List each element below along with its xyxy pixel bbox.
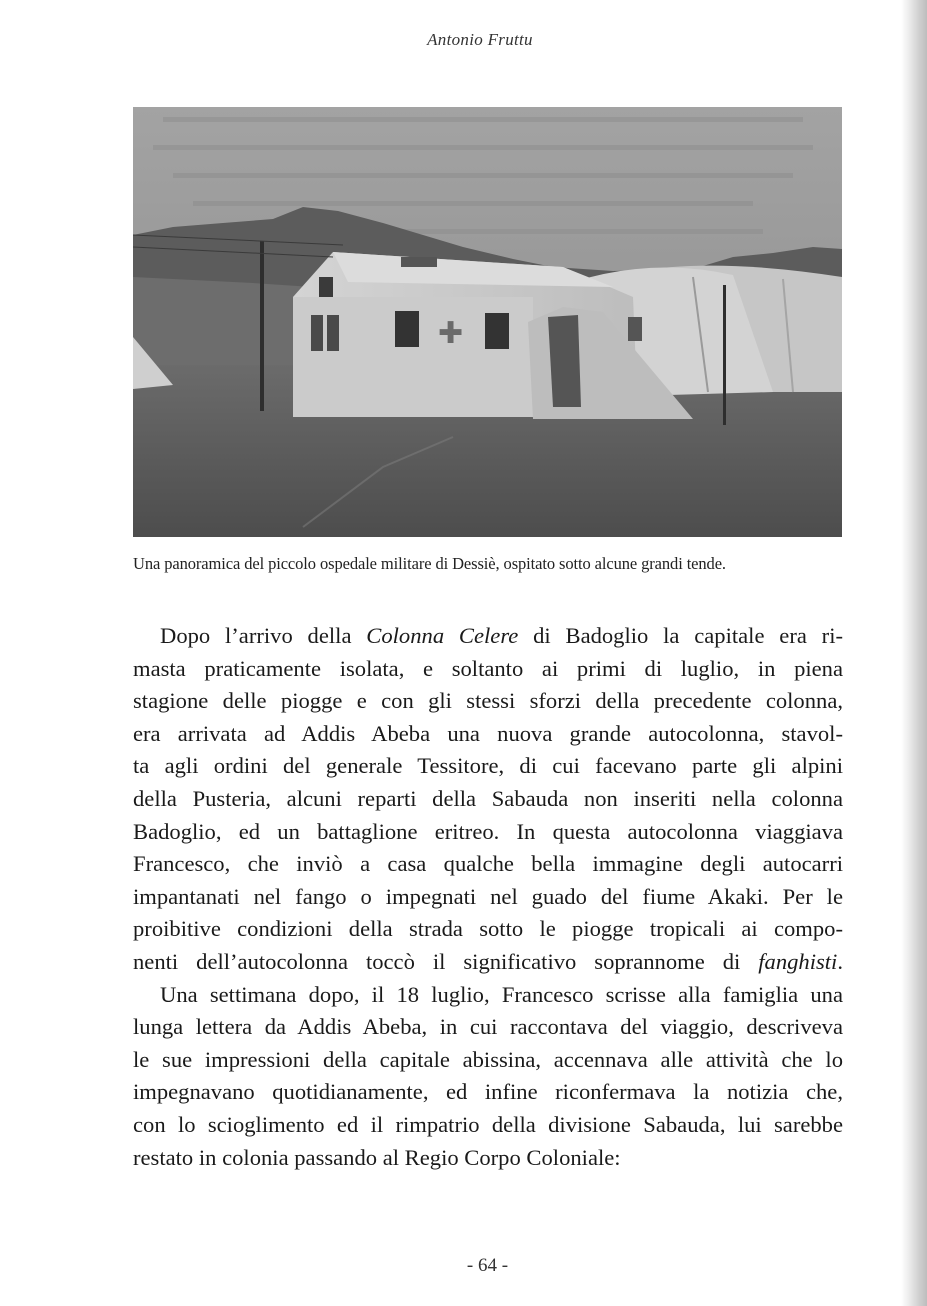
text-line: Dopo l’arrivo della Colonna Celere di Badoglio la capitale era ri-: [160, 623, 843, 648]
text-line: ta agli ordini del generale Tessitore, di cui facevano parte gli alpini: [133, 753, 843, 779]
text-line: impegnavano quotidianamente, ed infine riconfermava la notizia che,: [133, 1079, 843, 1105]
running-head-author: Antonio Fruttu: [427, 30, 533, 49]
text-line: della Pusteria, alcuni reparti della Sabauda non inseriti nella colonna: [133, 785, 843, 811]
page-number: - 64 -: [466, 1255, 509, 1276]
field-hospital-photo: [133, 107, 842, 537]
text-line: era arrivata ad Addis Abeba una nuova grande autocolonna, stavol-: [133, 720, 843, 746]
text-line: lunga lettera da Addis Abeba, in cui raccontava del viaggio, descriveva: [133, 1014, 843, 1040]
text-line: le sue impressioni della capitale abissina, accennava alle attività che lo: [133, 1046, 843, 1072]
text-line: con lo scioglimento ed il rimpatrio della divisione Sabauda, lui sarebbe: [133, 1111, 843, 1137]
text-line: Badoglio, ed un battaglione eritreo. In questa autocolonna viaggiava: [133, 818, 843, 844]
italic-term-fanghisti: fanghisti: [758, 948, 838, 974]
text-line: masta praticamente isolata, e soltanto ai primi di luglio, in piena: [133, 655, 843, 681]
text-line: stagione delle piogge e con gli stessi sforzi della precedente colonna,: [133, 688, 843, 714]
photo-illustration: [133, 107, 842, 537]
text-line: Francesco, che inviò a casa qualche bella immagine degli autocarri: [133, 851, 843, 877]
page-edge-shadow: [901, 0, 927, 1306]
text-line: Una settimana dopo, il 18 luglio, Francesco scrisse alla famiglia una: [160, 981, 843, 1007]
text-line: nenti dell’autocolonna toccò il significativo soprannome di fanghisti.: [133, 948, 843, 974]
red-cross-icon: ✚: [438, 317, 464, 350]
body-text: [133, 620, 843, 1174]
text-line: proibitive condizioni della strada sotto le piogge tropicali ai compo-: [133, 916, 843, 942]
text-line: impantanati nel fango o impegnati nel guado del fiume Akaki. Per le: [133, 883, 843, 909]
text-line: restato in colonia passando al Regio Corpo Coloniale:: [133, 1144, 621, 1170]
figure-caption: Una panoramica del piccolo ospedale militare di Dessiè, ospitato sotto alcune grandi tende.: [133, 554, 726, 573]
italic-term-colonna-celere: Colonna Celere: [366, 623, 519, 648]
